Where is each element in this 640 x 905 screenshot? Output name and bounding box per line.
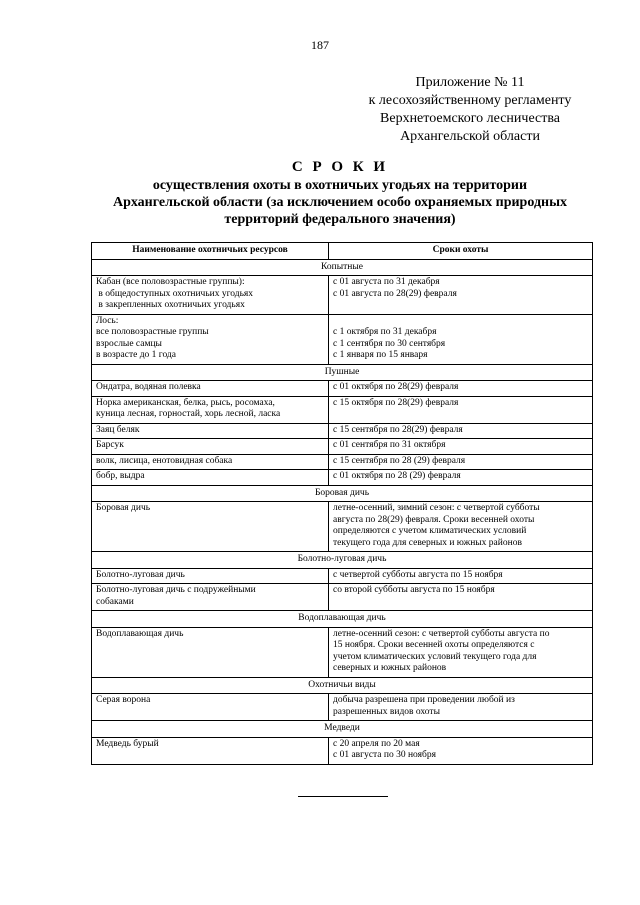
period-cell	[329, 396, 593, 423]
appendix-line: Приложение № 11	[415, 75, 525, 90]
table-group-row	[92, 364, 593, 381]
period-cell	[329, 502, 593, 552]
period-cell	[329, 314, 593, 364]
cell-line: учетом климатических условий текущего года для	[333, 651, 537, 662]
resource-cell	[92, 439, 329, 455]
period-cell	[329, 737, 593, 764]
cell-line: бобр, выдра	[96, 471, 145, 481]
table-group-row	[92, 485, 593, 502]
group-title: Копытные	[92, 259, 593, 276]
header-resource: Наименование охотничьих ресурсов	[92, 243, 329, 260]
cell-line: собаками	[96, 596, 134, 607]
table-row	[92, 454, 593, 470]
table-row	[92, 470, 593, 486]
cell-line: с 01 августа по 31 декабря	[333, 277, 440, 287]
resource-cell	[92, 423, 329, 439]
cell-line: в закрепленных охотничьих угодьях	[96, 300, 245, 310]
table-group-row	[92, 259, 593, 276]
resource-cell	[92, 276, 329, 315]
table-row	[92, 423, 593, 439]
cell-line: текущего года для северных и южных районов	[333, 537, 522, 548]
resource-cell	[92, 314, 329, 364]
cell-line: с 01 августа по 30 ноября	[333, 750, 436, 760]
hunting-periods-table	[91, 242, 593, 765]
group-title: Медведи	[92, 721, 593, 738]
resource-cell	[92, 568, 329, 584]
header-period: Сроки охоты	[329, 243, 593, 260]
cell-line: с 1 октября по 31 декабря	[333, 327, 437, 337]
cell-line: взрослые самцы	[96, 338, 162, 349]
appendix-line: к лесохозяйственному регламенту	[368, 93, 572, 108]
cell-line: Болотно-луговая дичь	[96, 569, 185, 580]
cell-line: Заяц беляк	[96, 424, 140, 435]
table-row	[92, 276, 593, 315]
table-row	[92, 584, 593, 611]
appendix-line: Архангельской области	[400, 129, 540, 144]
cell-line: с 1 января по 15 января	[333, 350, 428, 360]
table-header-row	[92, 243, 593, 260]
period-cell	[329, 276, 593, 315]
document-subtitle: осуществления охоты в охотничьих угодьях на территории	[152, 178, 528, 193]
cell-line: Ондатра, водяная полевка	[96, 382, 201, 392]
cell-line: добыча разрешена при проведении любой из	[333, 695, 515, 705]
group-title: Пушные	[92, 364, 593, 381]
cell-line: с 20 апреля по 20 мая	[333, 738, 420, 749]
cell-line: с 1 сентября по 30 сентября	[333, 338, 446, 349]
cell-line: со второй субботы августа по 15 ноября	[333, 585, 495, 595]
resource-cell	[92, 502, 329, 552]
cell-line: с 01 октября по 28(29) февраля	[333, 382, 459, 392]
cell-line: с 01 августа по 28(29) февраля	[333, 288, 457, 299]
cell-line: Лось:	[96, 315, 119, 326]
document-subtitle: территорий федерального значения)	[224, 212, 456, 227]
period-cell	[329, 627, 593, 677]
cell-line: Водоплавающая дичь	[96, 628, 184, 639]
table-row	[92, 694, 593, 721]
cell-line	[333, 316, 588, 328]
cell-line: в общедоступных охотничьих угодьях	[96, 288, 254, 299]
period-cell	[329, 568, 593, 584]
group-title: Водоплавающая дичь	[92, 611, 593, 628]
page-number: 187	[311, 38, 329, 52]
table-group-row	[92, 552, 593, 569]
resource-cell	[92, 470, 329, 486]
resource-cell	[92, 737, 329, 764]
document-heading	[90, 157, 590, 228]
cell-line: куница лесная, горностай, хорь лесной, ласка	[96, 409, 281, 419]
table-group-row	[92, 721, 593, 738]
table-row	[92, 381, 593, 397]
period-cell	[329, 470, 593, 486]
resource-cell	[92, 584, 329, 611]
table-row	[92, 737, 593, 764]
footer-divider	[298, 796, 388, 797]
resource-cell	[92, 627, 329, 677]
table-row	[92, 439, 593, 455]
period-cell	[329, 423, 593, 439]
cell-line: определяются с учетом климатических условий	[333, 526, 527, 536]
table-group-row	[92, 677, 593, 694]
table-body	[92, 259, 593, 764]
cell-line: Медведь бурый	[96, 738, 159, 749]
period-cell	[329, 584, 593, 611]
period-cell	[329, 381, 593, 397]
group-title: Боровая дичь	[92, 485, 593, 502]
cell-line: августа по 28(29) февраля. Сроки весенней охоты	[333, 514, 535, 525]
table-row	[92, 502, 593, 552]
cell-line: Болотно-луговая дичь с подружейными	[96, 585, 256, 595]
cell-line: северных и южных районов	[333, 663, 447, 673]
cell-line: с 15 октября по 28(29) февраля	[333, 397, 459, 408]
period-cell	[329, 439, 593, 455]
group-title: Болотно-луговая дичь	[92, 552, 593, 569]
cell-line: летне-осенний, зимний сезон: с четвертой субботы	[333, 503, 540, 513]
period-cell	[329, 694, 593, 721]
document-subtitle: Архангельской области (за исключением особо охраняемых природных	[112, 195, 568, 210]
resource-cell	[92, 694, 329, 721]
period-cell	[329, 454, 593, 470]
appendix-line: Верхнетоемского лесничества	[380, 111, 560, 126]
cell-line: Барсук	[96, 440, 124, 450]
table-group-row	[92, 611, 593, 628]
cell-line: разрешенных видов охоты	[333, 706, 440, 717]
table-row	[92, 627, 593, 677]
group-title: Охотничьи виды	[92, 677, 593, 694]
table-row	[92, 314, 593, 364]
cell-line: летне-осенний сезон: с четвертой субботы августа по	[333, 628, 550, 639]
cell-line: Кабан (все половозрастные группы):	[96, 277, 245, 287]
cell-line: с 15 сентября по 28 (29) февраля	[333, 455, 466, 466]
cell-line: 15 ноября. Сроки весенней охоты определяются с	[333, 640, 535, 650]
cell-line: в возрасте до 1 года	[96, 350, 176, 360]
resource-cell	[92, 396, 329, 423]
resource-cell	[92, 381, 329, 397]
cell-line: Норка американская, белка, рысь, росомаха,	[96, 397, 275, 408]
document-title: С Р О К И	[291, 159, 389, 175]
table-row	[92, 568, 593, 584]
table-row	[92, 396, 593, 423]
cell-line: Боровая дичь	[96, 503, 151, 513]
cell-line: с 01 октября по 28 (29) февраля	[333, 471, 461, 481]
cell-line: Серая ворона	[96, 695, 151, 705]
cell-line: волк, лисица, енотовидная собака	[96, 455, 233, 466]
appendix-block	[340, 74, 600, 146]
cell-line: с четвертой субботы августа по 15 ноября	[333, 569, 503, 580]
cell-line: с 01 сентября по 31 октября	[333, 440, 446, 450]
cell-line: все половозрастные группы	[96, 327, 209, 337]
cell-line: с 15 сентября по 28(29) февраля	[333, 424, 463, 435]
resource-cell	[92, 454, 329, 470]
